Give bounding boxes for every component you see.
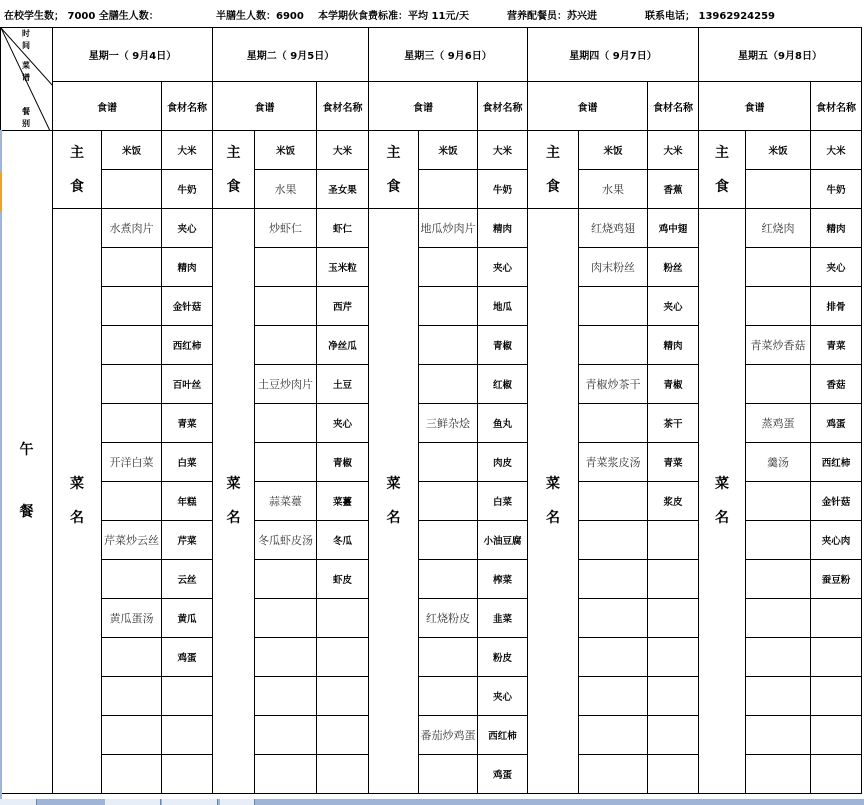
dish-cell[interactable]: [746, 599, 811, 638]
ingredient-cell[interactable]: [811, 716, 862, 755]
ingredient-cell[interactable]: 白菜: [162, 443, 213, 482]
ingredient-cell[interactable]: 夹心: [478, 248, 528, 287]
ingredient-cell[interactable]: [317, 716, 369, 755]
ingredient-cell[interactable]: [648, 716, 699, 755]
ingredient-header[interactable]: 食材名称: [478, 82, 528, 131]
meal-fee-standard: 本学期伙食费标准：平均 11元/天: [318, 11, 470, 22]
category-staple-char: 食: [386, 178, 401, 195]
dish-cell[interactable]: [579, 599, 648, 638]
dish-cell[interactable]: [419, 287, 478, 326]
ingredient-cell[interactable]: 地瓜: [478, 287, 528, 326]
day-header[interactable]: 星期四（ 9月7日）: [528, 28, 699, 82]
dish-cell[interactable]: [579, 638, 648, 677]
category-dishes-char: 菜: [70, 476, 84, 492]
dish-cell[interactable]: [255, 287, 317, 326]
dish-cell[interactable]: [255, 716, 317, 755]
dish-cell[interactable]: [102, 287, 162, 326]
dish-cell[interactable]: [419, 482, 478, 521]
dish-cell[interactable]: [579, 482, 648, 521]
dish-cell[interactable]: [579, 677, 648, 716]
ingredient-cell[interactable]: 鸡蛋: [811, 404, 862, 443]
category-staple-char: 食: [715, 178, 729, 195]
ingredient-cell[interactable]: 虾仁: [317, 209, 369, 248]
dish-cell[interactable]: [255, 404, 317, 443]
dish-cell[interactable]: 冬瓜虾皮汤: [255, 521, 317, 560]
ingredient-cell[interactable]: [162, 716, 213, 755]
dish-cell[interactable]: [255, 677, 317, 716]
day-header[interactable]: 星期三（ 9月6日）: [369, 28, 528, 82]
dish-cell[interactable]: [746, 560, 811, 599]
category-staple-char: 食: [70, 178, 84, 195]
ingredient-cell[interactable]: 黄瓜: [162, 599, 213, 638]
dish-cell[interactable]: [255, 638, 317, 677]
dish-cell[interactable]: [746, 755, 811, 794]
dish-cell[interactable]: [255, 560, 317, 599]
day-header[interactable]: 星期五（9月8日）: [699, 28, 862, 82]
dish-cell[interactable]: [419, 170, 478, 209]
category-dishes-char: 菜: [226, 476, 241, 492]
dish-cell[interactable]: [102, 716, 162, 755]
ingredient-cell[interactable]: 茶干: [648, 404, 699, 443]
ingredient-cell[interactable]: 虾皮: [317, 560, 369, 599]
dish-cell[interactable]: [746, 287, 811, 326]
category-dishes-char: 名: [386, 510, 401, 526]
day-header[interactable]: 星期一（ 9月4日）: [53, 28, 213, 82]
dish-cell[interactable]: [579, 521, 648, 560]
ingredient-cell[interactable]: 西红柿: [162, 326, 213, 365]
table-row: [1, 209, 862, 248]
half-meal-count: 半膳生人数：6900: [216, 11, 304, 22]
dish-cell[interactable]: 米饭: [102, 131, 162, 170]
ingredient-cell[interactable]: 云丝: [162, 560, 213, 599]
dish-cell[interactable]: 水果: [579, 170, 648, 209]
ingredient-cell[interactable]: 青椒: [648, 365, 699, 404]
ingredient-header[interactable]: 食材名称: [811, 82, 862, 131]
ingredient-cell[interactable]: 年糕: [162, 482, 213, 521]
ingredient-header[interactable]: 食材名称: [648, 82, 699, 131]
category-dishes-cell[interactable]: [53, 209, 102, 794]
sheet-left-edge: [0, 130, 2, 800]
ingredient-cell[interactable]: [811, 599, 862, 638]
ingredient-cell[interactable]: 青菜: [162, 404, 213, 443]
dish-cell[interactable]: [419, 677, 478, 716]
ingredient-cell[interactable]: 精肉: [162, 248, 213, 287]
ingredient-cell[interactable]: [317, 677, 369, 716]
ingredient-header[interactable]: 食材名称: [317, 82, 369, 131]
dish-cell[interactable]: 米饭: [419, 131, 478, 170]
ingredient-cell[interactable]: 青菜: [811, 326, 862, 365]
ingredient-cell[interactable]: 净丝瓜: [317, 326, 369, 365]
category-staple-char: 食: [546, 178, 560, 195]
dish-cell[interactable]: [579, 560, 648, 599]
day-header[interactable]: 星期二（ 9月5日）: [213, 28, 369, 82]
dish-cell[interactable]: [746, 482, 811, 521]
ingredient-cell[interactable]: [811, 755, 862, 794]
dish-cell[interactable]: 红烧鸡翅: [579, 209, 648, 248]
recipe-header[interactable]: 食谱: [53, 82, 162, 131]
dish-cell[interactable]: [102, 560, 162, 599]
dish-cell[interactable]: 蒜菜薹: [255, 482, 317, 521]
ingredient-cell[interactable]: 精肉: [648, 326, 699, 365]
category-dishes-char: 菜: [715, 476, 729, 492]
ingredient-cell[interactable]: 西芹: [317, 287, 369, 326]
dish-cell[interactable]: [255, 248, 317, 287]
dish-cell[interactable]: 红烧粉皮: [419, 599, 478, 638]
dish-cell[interactable]: [419, 248, 478, 287]
category-dishes-char: 名: [715, 510, 729, 526]
ingredient-cell[interactable]: 大米: [317, 131, 369, 170]
dish-cell[interactable]: [255, 326, 317, 365]
dish-cell[interactable]: 黄瓜蛋汤: [102, 599, 162, 638]
ingredient-cell[interactable]: 香蕉: [648, 170, 699, 209]
dish-cell[interactable]: 番茄炒鸡蛋: [419, 716, 478, 755]
dish-cell[interactable]: 青椒炒茶干: [579, 365, 648, 404]
ingredient-cell[interactable]: [162, 677, 213, 716]
ingredient-cell[interactable]: [648, 560, 699, 599]
category-staple-char: 主: [715, 144, 729, 161]
corner-header-cell: [1, 28, 53, 131]
ingredient-cell[interactable]: 冬瓜: [317, 521, 369, 560]
ingredient-cell[interactable]: 鸡蛋: [478, 755, 528, 794]
dish-cell[interactable]: [102, 677, 162, 716]
ingredient-cell[interactable]: 牛奶: [162, 170, 213, 209]
dish-cell[interactable]: [255, 599, 317, 638]
dish-cell[interactable]: 肉末粉丝: [579, 248, 648, 287]
ingredient-cell[interactable]: 粉皮: [478, 638, 528, 677]
dish-cell[interactable]: [419, 521, 478, 560]
ingredient-cell[interactable]: [811, 638, 862, 677]
meal-lunch-cell[interactable]: [1, 131, 53, 794]
recipe-header[interactable]: 食谱: [528, 82, 648, 131]
ingredient-cell[interactable]: 白菜: [478, 482, 528, 521]
ingredient-cell[interactable]: 浆皮: [648, 482, 699, 521]
student-count: 在校学生数； 7000 全膳生人数：: [4, 11, 159, 22]
category-dishes-char: 名: [70, 510, 84, 526]
dish-cell[interactable]: [102, 482, 162, 521]
dish-cell[interactable]: [746, 716, 811, 755]
dish-cell[interactable]: [102, 170, 162, 209]
ingredient-cell[interactable]: 大米: [811, 131, 862, 170]
ingredient-cell[interactable]: 金针菇: [162, 287, 213, 326]
dish-cell[interactable]: 米饭: [255, 131, 317, 170]
ingredient-cell[interactable]: 金针菇: [811, 482, 862, 521]
dish-cell[interactable]: 红烧肉: [746, 209, 811, 248]
ingredient-cell[interactable]: 夹心: [162, 209, 213, 248]
ingredient-cell[interactable]: 夹心: [317, 404, 369, 443]
ingredient-cell[interactable]: 夹心: [478, 677, 528, 716]
category-staple-cell[interactable]: [53, 131, 102, 209]
ingredient-cell[interactable]: [317, 755, 369, 794]
dish-cell[interactable]: 地瓜炒肉片: [419, 209, 478, 248]
ingredient-cell[interactable]: 玉米粒: [317, 248, 369, 287]
nutrition-staff: 营养配餐员：苏兴进: [507, 11, 597, 22]
dish-cell[interactable]: 米饭: [746, 131, 811, 170]
dish-cell[interactable]: [579, 755, 648, 794]
sheet-tab[interactable]: [220, 799, 255, 805]
dish-cell[interactable]: [579, 287, 648, 326]
corner-time-label: 时间: [22, 29, 30, 50]
ingredient-cell[interactable]: 百叶丝: [162, 365, 213, 404]
ingredient-cell[interactable]: 土豆: [317, 365, 369, 404]
dish-cell[interactable]: [579, 716, 648, 755]
menu-table: [0, 27, 862, 794]
category-staple-char: 主: [70, 144, 84, 161]
row-selection-marker: [0, 172, 2, 212]
category-dishes-cell[interactable]: [528, 209, 579, 794]
dish-cell[interactable]: [746, 170, 811, 209]
dish-cell[interactable]: [746, 638, 811, 677]
dish-cell[interactable]: [255, 443, 317, 482]
corner-meal-label: 餐别: [22, 107, 30, 128]
recipe-header[interactable]: 食谱: [369, 82, 478, 131]
category-staple-cell[interactable]: [699, 131, 746, 209]
category-staple-char: 主: [226, 144, 241, 161]
dish-cell[interactable]: [746, 521, 811, 560]
ingredient-cell[interactable]: [317, 638, 369, 677]
category-dishes-char: 菜: [386, 476, 401, 492]
ingredient-cell[interactable]: 大米: [162, 131, 213, 170]
dish-cell[interactable]: 米饭: [579, 131, 648, 170]
ingredient-cell[interactable]: [162, 755, 213, 794]
ingredient-cell[interactable]: [811, 677, 862, 716]
category-staple-cell[interactable]: [369, 131, 419, 209]
dish-cell[interactable]: [419, 365, 478, 404]
dish-cell[interactable]: 芹菜炒云丝: [102, 521, 162, 560]
sheet-tab-bar[interactable]: [0, 799, 864, 805]
ingredient-cell[interactable]: [648, 755, 699, 794]
ingredient-cell[interactable]: 精肉: [811, 209, 862, 248]
category-staple-cell[interactable]: [528, 131, 579, 209]
dish-cell[interactable]: 青菜浆皮汤: [579, 443, 648, 482]
dish-cell[interactable]: 炒虾仁: [255, 209, 317, 248]
dish-cell[interactable]: [419, 755, 478, 794]
ingredient-cell[interactable]: [648, 521, 699, 560]
ingredient-cell[interactable]: 西红柿: [811, 443, 862, 482]
ingredient-cell[interactable]: 大米: [648, 131, 699, 170]
ingredient-cell[interactable]: [317, 599, 369, 638]
dish-cell[interactable]: [102, 638, 162, 677]
ingredient-cell[interactable]: 牛奶: [478, 170, 528, 209]
ingredient-cell[interactable]: 粉丝: [648, 248, 699, 287]
ingredient-cell[interactable]: 牛奶: [811, 170, 862, 209]
dish-cell[interactable]: [746, 365, 811, 404]
category-staple-char: 主: [386, 144, 401, 161]
dish-cell[interactable]: [419, 638, 478, 677]
dish-cell[interactable]: 水果: [255, 170, 317, 209]
ingredient-cell[interactable]: 红椒: [478, 365, 528, 404]
dish-cell[interactable]: 三鲜杂烩: [419, 404, 478, 443]
ingredient-header[interactable]: 食材名称: [162, 82, 213, 131]
ingredient-cell[interactable]: 西红柿: [478, 716, 528, 755]
ingredient-cell[interactable]: 芹菜: [162, 521, 213, 560]
ingredient-cell[interactable]: [648, 638, 699, 677]
ingredient-cell[interactable]: 青椒: [317, 443, 369, 482]
dish-cell[interactable]: [579, 404, 648, 443]
dish-cell[interactable]: [579, 326, 648, 365]
sheet-tab[interactable]: [105, 799, 161, 805]
dish-cell[interactable]: 开洋白菜: [102, 443, 162, 482]
recipe-header[interactable]: 食谱: [699, 82, 811, 131]
dish-cell[interactable]: [102, 404, 162, 443]
ingredient-cell[interactable]: 夹心肉: [811, 521, 862, 560]
dish-cell[interactable]: [255, 755, 317, 794]
ingredient-cell[interactable]: [648, 677, 699, 716]
ingredient-cell[interactable]: 菜薹: [317, 482, 369, 521]
category-dishes-char: 菜: [546, 476, 560, 492]
table-row: [1, 131, 862, 170]
dish-cell[interactable]: 土豆炒肉片: [255, 365, 317, 404]
sheet-tab[interactable]: [162, 799, 218, 805]
ingredient-cell[interactable]: 香菇: [811, 365, 862, 404]
dish-cell[interactable]: 青菜炒香菇: [746, 326, 811, 365]
ingredient-cell[interactable]: 肉皮: [478, 443, 528, 482]
category-dishes-cell[interactable]: [369, 209, 419, 794]
meal-char: 午: [19, 442, 34, 458]
dish-cell[interactable]: [102, 248, 162, 287]
category-dishes-cell[interactable]: [213, 209, 255, 794]
dish-cell[interactable]: [102, 365, 162, 404]
recipe-header[interactable]: 食谱: [213, 82, 317, 131]
ingredient-cell[interactable]: 韭菜: [478, 599, 528, 638]
dish-cell[interactable]: [419, 326, 478, 365]
ingredient-cell[interactable]: 鸡蛋: [162, 638, 213, 677]
dish-cell[interactable]: [746, 677, 811, 716]
ingredient-cell[interactable]: 青椒: [478, 326, 528, 365]
dish-cell[interactable]: [102, 326, 162, 365]
ingredient-cell[interactable]: 鱼丸: [478, 404, 528, 443]
dish-cell[interactable]: 蒸鸡蛋: [746, 404, 811, 443]
ingredient-cell[interactable]: 精肉: [478, 209, 528, 248]
category-staple-cell[interactable]: [213, 131, 255, 209]
ingredient-cell[interactable]: 鸡中翅: [648, 209, 699, 248]
dish-cell[interactable]: 羹汤: [746, 443, 811, 482]
ingredient-cell[interactable]: 夹心: [811, 248, 862, 287]
corner-menu-label: 菜谱: [22, 61, 30, 82]
sheet-tab[interactable]: [0, 799, 37, 805]
dish-cell[interactable]: [419, 443, 478, 482]
info-header: [0, 0, 864, 27]
meal-char: 餐: [19, 504, 34, 520]
contact-phone: 联系电话； 13962924259: [645, 11, 776, 22]
dish-cell[interactable]: [102, 755, 162, 794]
dish-cell[interactable]: [419, 560, 478, 599]
ingredient-cell[interactable]: 榨菜: [478, 560, 528, 599]
category-staple-char: 主: [546, 144, 560, 161]
category-dishes-cell[interactable]: [699, 209, 746, 794]
ingredient-cell[interactable]: 青菜: [648, 443, 699, 482]
ingredient-cell[interactable]: 蚕豆粉: [811, 560, 862, 599]
dish-cell[interactable]: [746, 248, 811, 287]
ingredient-cell[interactable]: 排骨: [811, 287, 862, 326]
ingredient-cell[interactable]: 圣女果: [317, 170, 369, 209]
ingredient-cell[interactable]: 夹心: [648, 287, 699, 326]
dish-cell[interactable]: 水煮肉片: [102, 209, 162, 248]
category-staple-char: 食: [226, 178, 241, 195]
ingredient-cell[interactable]: 大米: [478, 131, 528, 170]
category-dishes-char: 名: [546, 510, 560, 526]
category-dishes-char: 名: [226, 510, 241, 526]
ingredient-cell[interactable]: [648, 599, 699, 638]
ingredient-cell[interactable]: 小油豆腐: [478, 521, 528, 560]
